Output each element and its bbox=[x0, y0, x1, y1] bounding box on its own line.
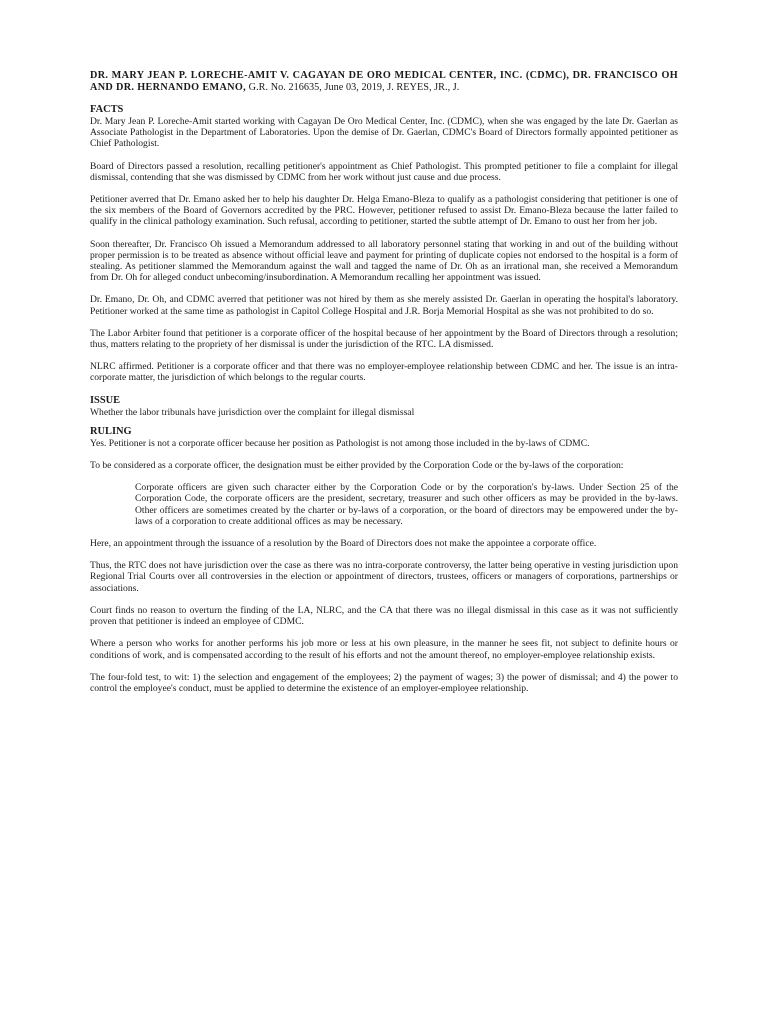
ruling-section bbox=[90, 426, 678, 694]
case-parties: DR. MARY JEAN P. LORECHE-AMIT V. CAGAYAN DE ORO MEDICAL CENTER, INC. (CDMC), DR. FRANCISCO OH AND DR. HERNANDO EMANO, bbox=[90, 70, 678, 93]
facts-paragraph: Petitioner averred that Dr. Emano asked her to help his daughter Dr. Helga Emano-Bleza to qualify as a pathologist considering that petitioner is one of the six members of the Board of Governors accredited by the PRC. However, petitioner refused to assist Dr. Emano-Bleza because the latter failed to qualify in the clinical pathology examination. Such refusal, according to petitioner, started the subtle attempt of Dr. Emano to oust her from her job. bbox=[90, 194, 678, 228]
ruling-paragraph: Yes. Petitioner is not a corporate officer because her position as Pathologist is not among those included in the by-laws of CDMC. bbox=[90, 437, 590, 449]
ruling-paragraph: Here, an appointment through the issuance of a resolution by the Board of Directors does not make the appointee a corporate office. bbox=[90, 538, 597, 550]
ruling-block-quote: Corporate officers are given such character either by the Corporation Code or by the corporation's by-laws. Under Section 25 of the Corporation Code, the corporate officers are the president, secretary, treasurer and such other officers as may be provided in the by-laws. Other officers are sometimes created by the charter or by-laws of a corporation, or the board of directors may be empowered under the by-laws of a corporation to create additional offices as may be necessary. bbox=[135, 482, 678, 527]
facts-paragraph: NLRC affirmed. Petitioner is a corporate officer and that there was no employer-employee relationship between CDMC and her. The issue is an intra-corporate matter, the jurisdiction of which belongs to the regular courts. bbox=[90, 361, 678, 384]
issue-text: Whether the labor tribunals have jurisdiction over the complaint for illegal dismissal bbox=[90, 406, 415, 418]
facts-section bbox=[90, 104, 678, 384]
ruling-paragraph: Thus, the RTC does not have jurisdiction over the case as there was no intra-corporate controversy, the latter being operative in vesting jurisdiction upon Regional Trial Courts over all controversies in the election or appointment of directors, trustees, officers or managers of corporations, partnerships or associations. bbox=[90, 560, 678, 594]
facts-paragraph: Dr. Emano, Dr. Oh, and CDMC averred that petitioner was not hired by them as she merely assisted Dr. Gaerlan in operating the hospital's laboratory. Petitioner worked at the same time as pathologist in Capitol College Hospital and J.R. Borja Memorial Hospital as she was not prohibited to do so. bbox=[90, 294, 678, 317]
ruling-paragraph: Court finds no reason to overturn the finding of the LA, NLRC, and the CA that there was no illegal dismissal in this case as it was not sufficiently proven that petitioner is indeed an employee of CDMC. bbox=[90, 604, 678, 628]
facts-heading: FACTS bbox=[90, 104, 124, 115]
facts-paragraph: Soon thereafter, Dr. Francisco Oh issued a Memorandum addressed to all laboratory personnel stating that working in and out of the building without proper permission is to be treated as absence without official leave and payment for printing of duplicate copies not endorsed to the hospital is a form of stealing. As petitioner slammed the Memorandum against the wall and tagged the name of Dr. Oh as an irrational man, she received a Memorandum from Dr. Oh for alleged conduct unbecoming/insubordination. A Memorandum recalling her appointment was issued. bbox=[90, 238, 678, 284]
ruling-heading: RULING bbox=[90, 425, 132, 437]
facts-paragraph: Board of Directors passed a resolution, recalling petitioner's appointment as Chief Pathologist. This prompted petitioner to file a complaint for illegal dismissal, contending that she was dismissed by CDMC from her work without just cause and due process. bbox=[90, 160, 678, 183]
facts-paragraph: The Labor Arbiter found that petitioner is a corporate officer of the hospital because of her appointment by the Board of Directors through a resolution; thus, matters relating to the propriety of her dismissal is under the jurisdiction of the RTC. LA dismissed. bbox=[90, 327, 678, 351]
case-caption bbox=[90, 70, 678, 94]
ruling-paragraph: Where a person who works for another performs his job more or less at his own pleasure, in the manner he sees fit, not subject to definite hours or conditions of work, and is compensated according to the result of his efforts and not the amount thereof, no employer-employee relationship exists. bbox=[90, 638, 678, 661]
ruling-paragraph: To be considered as a corporate officer, the designation must be either provided by the Corporation Code or the by-laws of the corporation: bbox=[90, 460, 624, 472]
case-citation: G.R. No. 216635, June 03, 2019, J. REYES, JR., J. bbox=[246, 82, 460, 93]
issue-heading: ISSUE bbox=[90, 394, 121, 406]
ruling-paragraph: The four-fold test, to wit: 1) the selection and engagement of the employees; 2) the payment of wages; 3) the power of dismissal; and 4) the power to control the employee's conduct, must be applied to determine the existence of an employer-employee relationship. bbox=[90, 671, 678, 694]
issue-section bbox=[90, 395, 678, 418]
facts-paragraph: Dr. Mary Jean P. Loreche-Amit started working with Cagayan De Oro Medical Center, Inc. (CDMC), when she was engaged by the late Dr. Gaerlan as Associate Pathologist in the Department of Laboratories. Upon the demise of Dr. Gaerlan, CDMC's Board of Directors formally appointed petitioner as Chief Pathologist. bbox=[90, 116, 678, 150]
